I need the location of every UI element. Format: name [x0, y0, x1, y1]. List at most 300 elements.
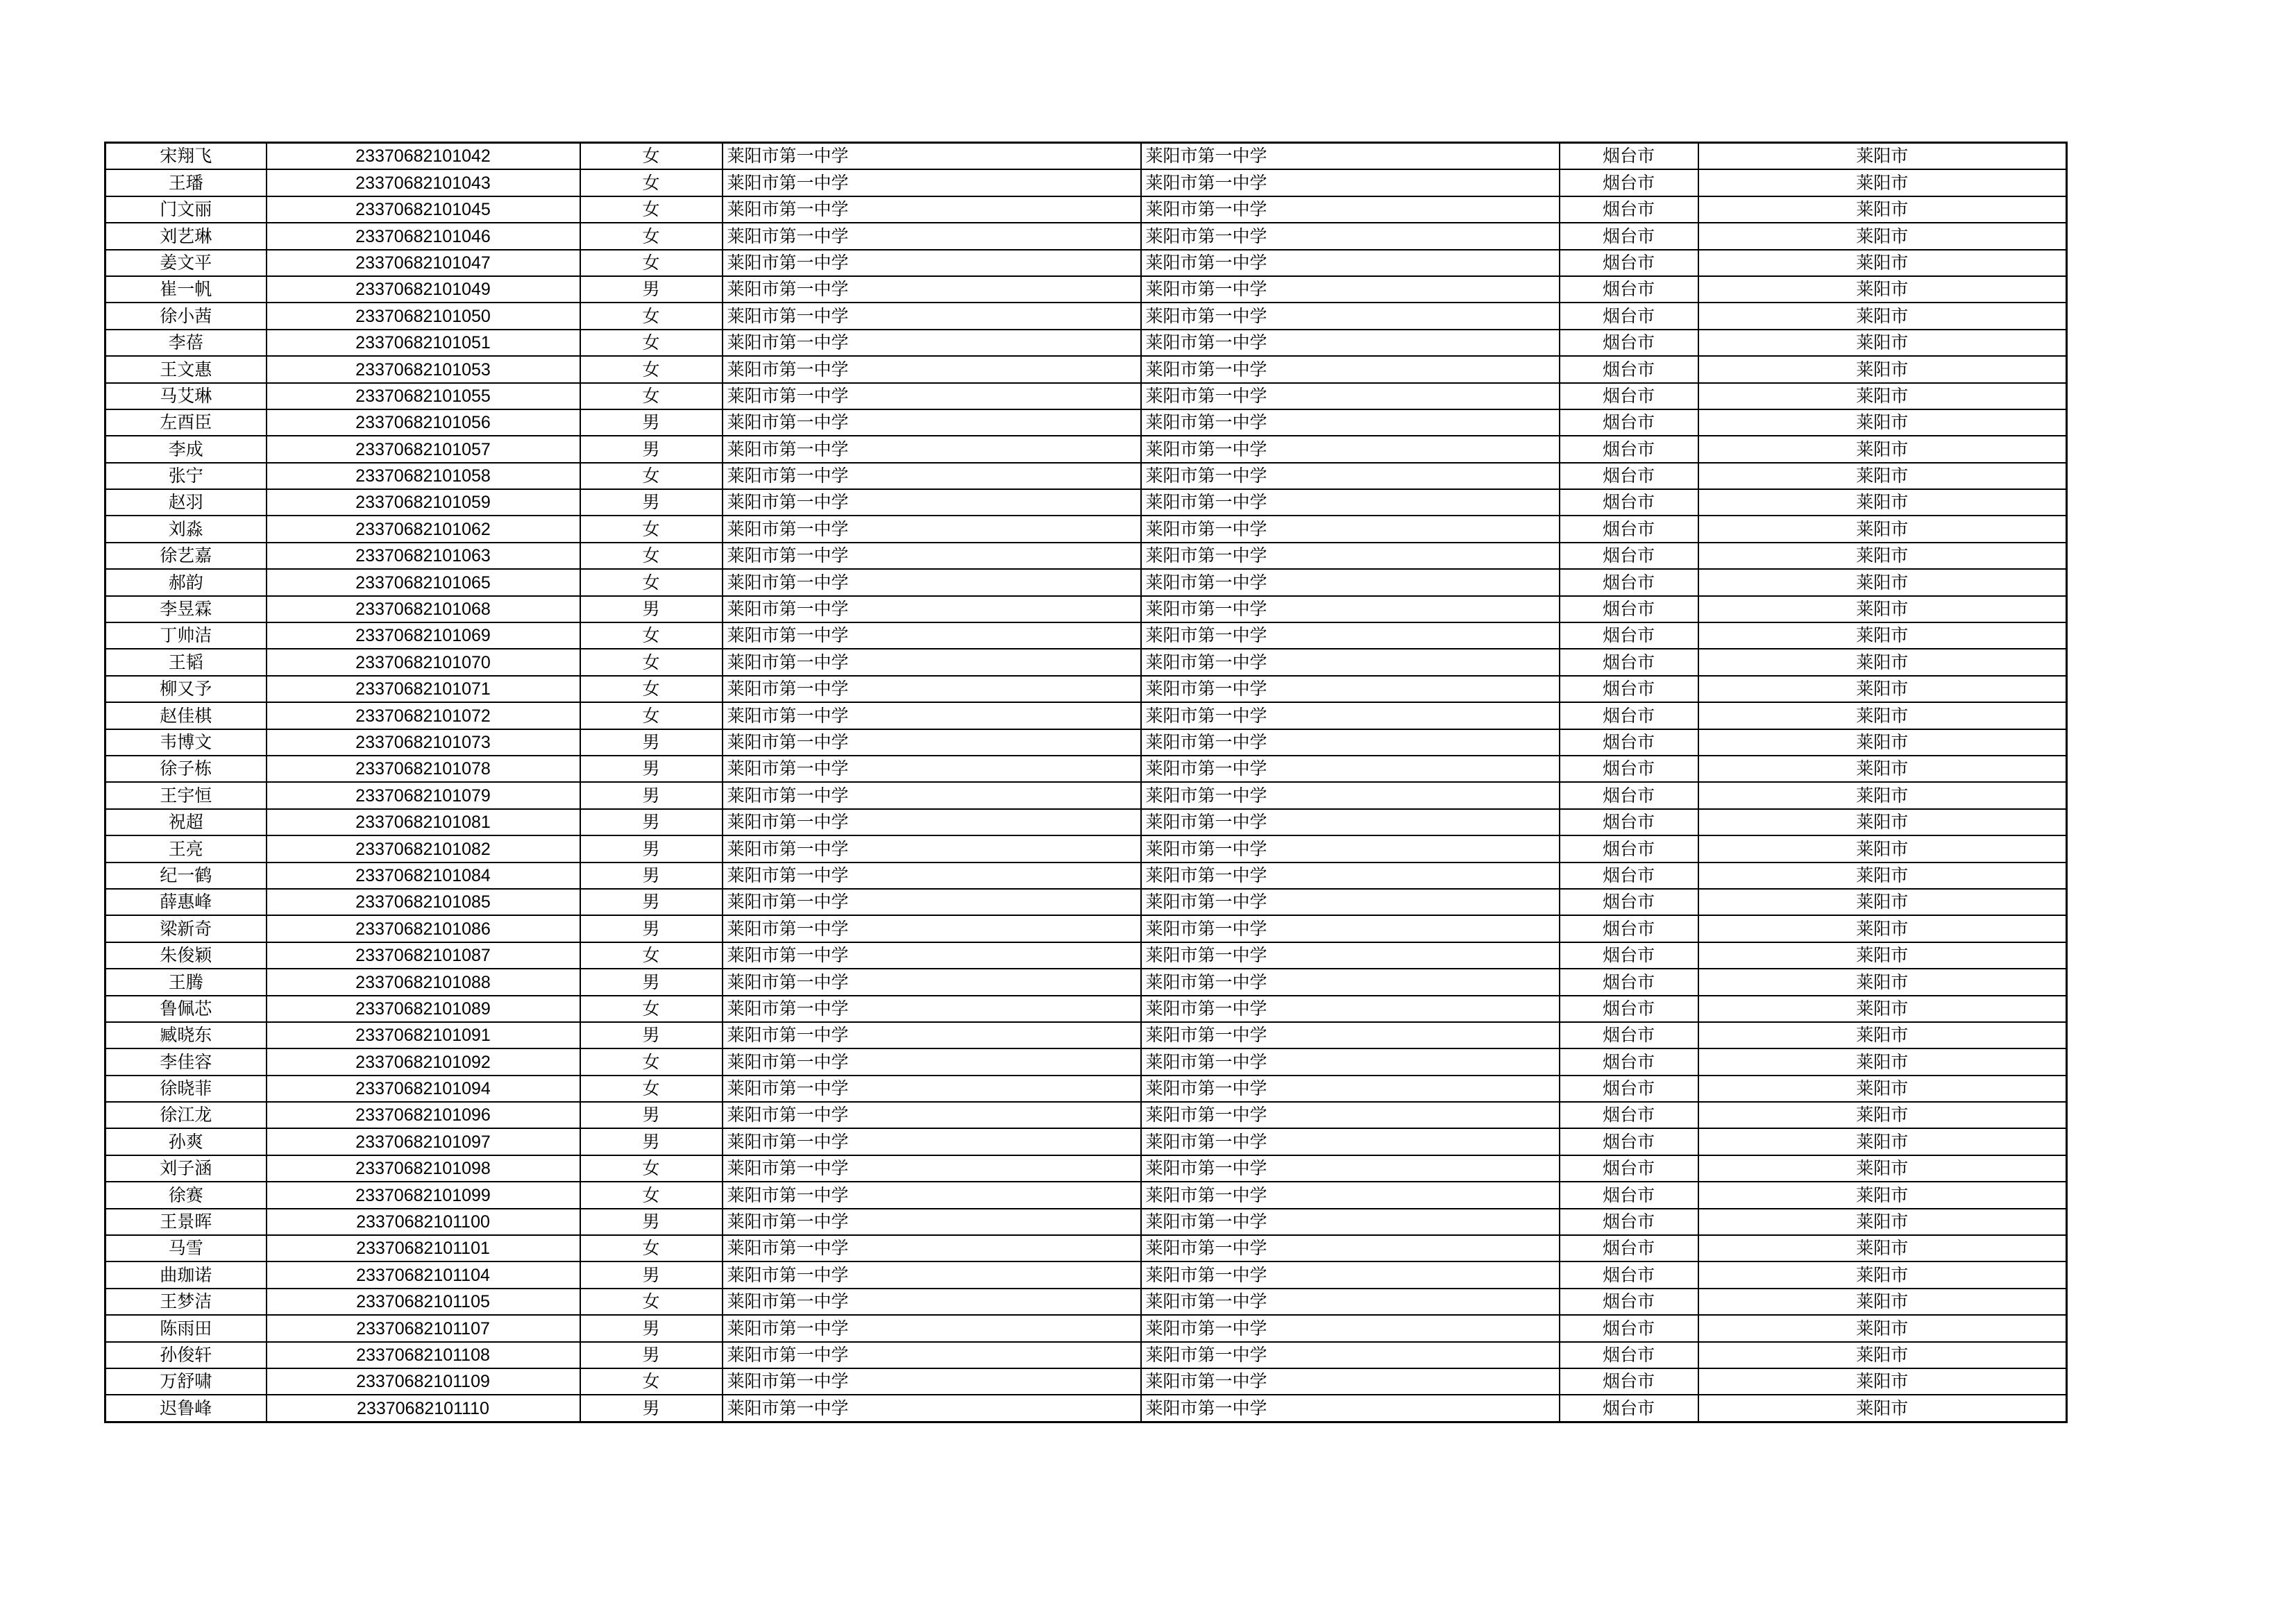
exam-id-cell: 23370682101072 — [267, 702, 580, 729]
gender-cell: 女 — [580, 196, 723, 223]
registration-school-cell: 莱阳市第一中学 — [1141, 1102, 1560, 1128]
school-cell: 莱阳市第一中学 — [723, 516, 1141, 542]
table-row — [105, 223, 2067, 249]
gender-cell: 女 — [580, 1048, 723, 1075]
registration-school-cell: 莱阳市第一中学 — [1141, 809, 1560, 835]
gender-cell: 男 — [580, 489, 723, 516]
table-row — [105, 196, 2067, 223]
exam-id-cell: 23370682101053 — [267, 356, 580, 382]
name-cell: 梁新奇 — [105, 915, 267, 942]
name-cell: 鲁佩芯 — [105, 996, 267, 1022]
name-cell: 王梦洁 — [105, 1289, 267, 1315]
county-cell: 莱阳市 — [1698, 942, 2067, 969]
county-cell: 莱阳市 — [1698, 196, 2067, 223]
table-row — [105, 863, 2067, 889]
gender-cell: 女 — [580, 383, 723, 409]
exam-id-cell: 23370682101055 — [267, 383, 580, 409]
school-cell: 莱阳市第一中学 — [723, 196, 1141, 223]
exam-id-cell: 23370682101042 — [267, 143, 580, 170]
registration-school-cell: 莱阳市第一中学 — [1141, 1076, 1560, 1102]
table-row — [105, 516, 2067, 542]
exam-id-cell: 23370682101069 — [267, 622, 580, 649]
city-cell: 烟台市 — [1560, 702, 1698, 729]
registration-school-cell: 莱阳市第一中学 — [1141, 1368, 1560, 1395]
name-cell: 王亮 — [105, 835, 267, 862]
gender-cell: 女 — [580, 1289, 723, 1315]
gender-cell: 男 — [580, 756, 723, 782]
school-cell: 莱阳市第一中学 — [723, 1102, 1141, 1128]
gender-cell: 女 — [580, 676, 723, 702]
exam-id-cell: 23370682101062 — [267, 516, 580, 542]
gender-cell: 女 — [580, 463, 723, 489]
school-cell: 莱阳市第一中学 — [723, 436, 1141, 462]
school-cell: 莱阳市第一中学 — [723, 1289, 1141, 1315]
city-cell: 烟台市 — [1560, 543, 1698, 569]
table-row — [105, 303, 2067, 329]
school-cell: 莱阳市第一中学 — [723, 1076, 1141, 1102]
city-cell: 烟台市 — [1560, 169, 1698, 196]
gender-cell: 女 — [580, 942, 723, 969]
exam-id-cell: 23370682101107 — [267, 1315, 580, 1341]
table-row — [105, 543, 2067, 569]
exam-id-cell: 23370682101105 — [267, 1289, 580, 1315]
school-cell: 莱阳市第一中学 — [723, 596, 1141, 622]
city-cell: 烟台市 — [1560, 996, 1698, 1022]
table-row — [105, 676, 2067, 702]
name-cell: 徐晓菲 — [105, 1076, 267, 1102]
city-cell: 烟台市 — [1560, 1261, 1698, 1288]
county-cell: 莱阳市 — [1698, 1235, 2067, 1261]
county-cell: 莱阳市 — [1698, 702, 2067, 729]
gender-cell: 男 — [580, 1261, 723, 1288]
name-cell: 王璠 — [105, 169, 267, 196]
gender-cell: 男 — [580, 835, 723, 862]
exam-id-cell: 23370682101065 — [267, 569, 580, 595]
table-row — [105, 1022, 2067, 1048]
registration-school-cell: 莱阳市第一中学 — [1141, 1048, 1560, 1075]
city-cell: 烟台市 — [1560, 1048, 1698, 1075]
table-row — [105, 782, 2067, 808]
school-cell: 莱阳市第一中学 — [723, 463, 1141, 489]
county-cell: 莱阳市 — [1698, 1315, 2067, 1341]
county-cell: 莱阳市 — [1698, 543, 2067, 569]
school-cell: 莱阳市第一中学 — [723, 356, 1141, 382]
registration-school-cell: 莱阳市第一中学 — [1141, 223, 1560, 249]
table-row — [105, 489, 2067, 516]
table-row — [105, 1209, 2067, 1235]
county-cell: 莱阳市 — [1698, 889, 2067, 915]
name-cell: 纪一鹤 — [105, 863, 267, 889]
gender-cell: 女 — [580, 622, 723, 649]
exam-id-cell: 23370682101051 — [267, 330, 580, 356]
exam-id-cell: 23370682101089 — [267, 996, 580, 1022]
name-cell: 李昱霖 — [105, 596, 267, 622]
exam-id-cell: 23370682101070 — [267, 649, 580, 675]
city-cell: 烟台市 — [1560, 196, 1698, 223]
table-row — [105, 250, 2067, 276]
table-row — [105, 1289, 2067, 1315]
gender-cell: 男 — [580, 809, 723, 835]
city-cell: 烟台市 — [1560, 356, 1698, 382]
city-cell: 烟台市 — [1560, 756, 1698, 782]
county-cell: 莱阳市 — [1698, 330, 2067, 356]
school-cell: 莱阳市第一中学 — [723, 969, 1141, 995]
city-cell: 烟台市 — [1560, 516, 1698, 542]
county-cell: 莱阳市 — [1698, 969, 2067, 995]
county-cell: 莱阳市 — [1698, 569, 2067, 595]
gender-cell: 男 — [580, 276, 723, 303]
school-cell: 莱阳市第一中学 — [723, 250, 1141, 276]
name-cell: 孙爽 — [105, 1128, 267, 1155]
city-cell: 烟台市 — [1560, 276, 1698, 303]
registration-school-cell: 莱阳市第一中学 — [1141, 516, 1560, 542]
city-cell: 烟台市 — [1560, 1155, 1698, 1182]
registration-school-cell: 莱阳市第一中学 — [1141, 489, 1560, 516]
gender-cell: 女 — [580, 702, 723, 729]
name-cell: 臧晓东 — [105, 1022, 267, 1048]
gender-cell: 男 — [580, 1395, 723, 1422]
name-cell: 刘子涵 — [105, 1155, 267, 1182]
gender-cell: 女 — [580, 143, 723, 170]
name-cell: 丁帅洁 — [105, 622, 267, 649]
school-cell: 莱阳市第一中学 — [723, 809, 1141, 835]
registration-school-cell: 莱阳市第一中学 — [1141, 996, 1560, 1022]
county-cell: 莱阳市 — [1698, 303, 2067, 329]
table-row — [105, 1261, 2067, 1288]
county-cell: 莱阳市 — [1698, 436, 2067, 462]
exam-id-cell: 23370682101050 — [267, 303, 580, 329]
exam-id-cell: 23370682101045 — [267, 196, 580, 223]
school-cell: 莱阳市第一中学 — [723, 1155, 1141, 1182]
county-cell: 莱阳市 — [1698, 649, 2067, 675]
exam-id-cell: 23370682101088 — [267, 969, 580, 995]
gender-cell: 男 — [580, 782, 723, 808]
county-cell: 莱阳市 — [1698, 676, 2067, 702]
school-cell: 莱阳市第一中学 — [723, 1022, 1141, 1048]
gender-cell: 男 — [580, 729, 723, 756]
city-cell: 烟台市 — [1560, 1395, 1698, 1422]
county-cell: 莱阳市 — [1698, 1395, 2067, 1422]
gender-cell: 女 — [580, 356, 723, 382]
name-cell: 李佳容 — [105, 1048, 267, 1075]
city-cell: 烟台市 — [1560, 1102, 1698, 1128]
school-cell: 莱阳市第一中学 — [723, 276, 1141, 303]
table-row — [105, 889, 2067, 915]
name-cell: 朱俊颖 — [105, 942, 267, 969]
city-cell: 烟台市 — [1560, 489, 1698, 516]
school-cell: 莱阳市第一中学 — [723, 782, 1141, 808]
city-cell: 烟台市 — [1560, 942, 1698, 969]
county-cell: 莱阳市 — [1698, 1261, 2067, 1288]
name-cell: 徐艺嘉 — [105, 543, 267, 569]
table-row — [105, 835, 2067, 862]
table-row — [105, 996, 2067, 1022]
city-cell: 烟台市 — [1560, 1182, 1698, 1208]
city-cell: 烟台市 — [1560, 782, 1698, 808]
table-row — [105, 649, 2067, 675]
registration-school-cell: 莱阳市第一中学 — [1141, 543, 1560, 569]
city-cell: 烟台市 — [1560, 569, 1698, 595]
exam-id-cell: 23370682101096 — [267, 1102, 580, 1128]
table-row — [105, 330, 2067, 356]
county-cell: 莱阳市 — [1698, 1342, 2067, 1368]
gender-cell: 男 — [580, 436, 723, 462]
exam-id-cell: 23370682101082 — [267, 835, 580, 862]
county-cell: 莱阳市 — [1698, 463, 2067, 489]
registration-school-cell: 莱阳市第一中学 — [1141, 409, 1560, 436]
school-cell: 莱阳市第一中学 — [723, 1315, 1141, 1341]
student-roster-table — [104, 142, 2068, 1423]
gender-cell: 男 — [580, 1128, 723, 1155]
exam-id-cell: 23370682101046 — [267, 223, 580, 249]
table-row — [105, 1342, 2067, 1368]
school-cell: 莱阳市第一中学 — [723, 915, 1141, 942]
school-cell: 莱阳市第一中学 — [723, 1048, 1141, 1075]
name-cell: 赵佳棋 — [105, 702, 267, 729]
exam-id-cell: 23370682101091 — [267, 1022, 580, 1048]
city-cell: 烟台市 — [1560, 863, 1698, 889]
registration-school-cell: 莱阳市第一中学 — [1141, 196, 1560, 223]
registration-school-cell: 莱阳市第一中学 — [1141, 569, 1560, 595]
exam-id-cell: 23370682101087 — [267, 942, 580, 969]
gender-cell: 女 — [580, 1182, 723, 1208]
registration-school-cell: 莱阳市第一中学 — [1141, 1235, 1560, 1261]
gender-cell: 女 — [580, 516, 723, 542]
city-cell: 烟台市 — [1560, 1209, 1698, 1235]
table-row — [105, 1235, 2067, 1261]
exam-id-cell: 23370682101049 — [267, 276, 580, 303]
name-cell: 门文丽 — [105, 196, 267, 223]
gender-cell: 男 — [580, 1342, 723, 1368]
table-row — [105, 409, 2067, 436]
registration-school-cell: 莱阳市第一中学 — [1141, 276, 1560, 303]
school-cell: 莱阳市第一中学 — [723, 1128, 1141, 1155]
registration-school-cell: 莱阳市第一中学 — [1141, 889, 1560, 915]
registration-school-cell: 莱阳市第一中学 — [1141, 622, 1560, 649]
school-cell: 莱阳市第一中学 — [723, 622, 1141, 649]
city-cell: 烟台市 — [1560, 303, 1698, 329]
city-cell: 烟台市 — [1560, 1289, 1698, 1315]
table-row — [105, 702, 2067, 729]
table-row — [105, 1182, 2067, 1208]
registration-school-cell: 莱阳市第一中学 — [1141, 303, 1560, 329]
table-row — [105, 463, 2067, 489]
name-cell: 李成 — [105, 436, 267, 462]
exam-id-cell: 23370682101081 — [267, 809, 580, 835]
county-cell: 莱阳市 — [1698, 409, 2067, 436]
exam-id-cell: 23370682101047 — [267, 250, 580, 276]
registration-school-cell: 莱阳市第一中学 — [1141, 1209, 1560, 1235]
county-cell: 莱阳市 — [1698, 169, 2067, 196]
county-cell: 莱阳市 — [1698, 729, 2067, 756]
name-cell: 曲珈诺 — [105, 1261, 267, 1288]
name-cell: 王景晖 — [105, 1209, 267, 1235]
county-cell: 莱阳市 — [1698, 996, 2067, 1022]
city-cell: 烟台市 — [1560, 889, 1698, 915]
exam-id-cell: 23370682101110 — [267, 1395, 580, 1422]
county-cell: 莱阳市 — [1698, 863, 2067, 889]
name-cell: 刘淼 — [105, 516, 267, 542]
name-cell: 徐赛 — [105, 1182, 267, 1208]
school-cell: 莱阳市第一中学 — [723, 729, 1141, 756]
registration-school-cell: 莱阳市第一中学 — [1141, 596, 1560, 622]
gender-cell: 男 — [580, 596, 723, 622]
gender-cell: 女 — [580, 1368, 723, 1395]
school-cell: 莱阳市第一中学 — [723, 330, 1141, 356]
gender-cell: 男 — [580, 969, 723, 995]
gender-cell: 女 — [580, 1076, 723, 1102]
name-cell: 祝超 — [105, 809, 267, 835]
gender-cell: 女 — [580, 543, 723, 569]
table-row — [105, 1102, 2067, 1128]
county-cell: 莱阳市 — [1698, 1022, 2067, 1048]
table-row — [105, 756, 2067, 782]
registration-school-cell: 莱阳市第一中学 — [1141, 1155, 1560, 1182]
name-cell: 赵羽 — [105, 489, 267, 516]
registration-school-cell: 莱阳市第一中学 — [1141, 969, 1560, 995]
registration-school-cell: 莱阳市第一中学 — [1141, 169, 1560, 196]
name-cell: 王韬 — [105, 649, 267, 675]
registration-school-cell: 莱阳市第一中学 — [1141, 1342, 1560, 1368]
name-cell: 左酉臣 — [105, 409, 267, 436]
city-cell: 烟台市 — [1560, 436, 1698, 462]
name-cell: 徐小茜 — [105, 303, 267, 329]
county-cell: 莱阳市 — [1698, 1182, 2067, 1208]
school-cell: 莱阳市第一中学 — [723, 143, 1141, 170]
county-cell: 莱阳市 — [1698, 223, 2067, 249]
exam-id-cell: 23370682101097 — [267, 1128, 580, 1155]
gender-cell: 男 — [580, 1102, 723, 1128]
name-cell: 马雪 — [105, 1235, 267, 1261]
county-cell: 莱阳市 — [1698, 1209, 2067, 1235]
school-cell: 莱阳市第一中学 — [723, 169, 1141, 196]
registration-school-cell: 莱阳市第一中学 — [1141, 250, 1560, 276]
registration-school-cell: 莱阳市第一中学 — [1141, 942, 1560, 969]
exam-id-cell: 23370682101109 — [267, 1368, 580, 1395]
gender-cell: 女 — [580, 330, 723, 356]
registration-school-cell: 莱阳市第一中学 — [1141, 383, 1560, 409]
county-cell: 莱阳市 — [1698, 1368, 2067, 1395]
registration-school-cell: 莱阳市第一中学 — [1141, 863, 1560, 889]
county-cell: 莱阳市 — [1698, 622, 2067, 649]
registration-school-cell: 莱阳市第一中学 — [1141, 1022, 1560, 1048]
city-cell: 烟台市 — [1560, 1315, 1698, 1341]
city-cell: 烟台市 — [1560, 809, 1698, 835]
school-cell: 莱阳市第一中学 — [723, 942, 1141, 969]
name-cell: 柳又予 — [105, 676, 267, 702]
city-cell: 烟台市 — [1560, 1076, 1698, 1102]
exam-id-cell: 23370682101100 — [267, 1209, 580, 1235]
county-cell: 莱阳市 — [1698, 516, 2067, 542]
registration-school-cell: 莱阳市第一中学 — [1141, 782, 1560, 808]
gender-cell: 男 — [580, 1209, 723, 1235]
registration-school-cell: 莱阳市第一中学 — [1141, 1395, 1560, 1422]
table-row — [105, 942, 2067, 969]
county-cell: 莱阳市 — [1698, 835, 2067, 862]
name-cell: 王文惠 — [105, 356, 267, 382]
gender-cell: 女 — [580, 303, 723, 329]
school-cell: 莱阳市第一中学 — [723, 1261, 1141, 1288]
table-row — [105, 356, 2067, 382]
exam-id-cell: 23370682101099 — [267, 1182, 580, 1208]
exam-id-cell: 23370682101094 — [267, 1076, 580, 1102]
school-cell: 莱阳市第一中学 — [723, 1209, 1141, 1235]
registration-school-cell: 莱阳市第一中学 — [1141, 729, 1560, 756]
school-cell: 莱阳市第一中学 — [723, 996, 1141, 1022]
table-row — [105, 729, 2067, 756]
table-row — [105, 569, 2067, 595]
gender-cell: 男 — [580, 889, 723, 915]
registration-school-cell: 莱阳市第一中学 — [1141, 436, 1560, 462]
name-cell: 宋翔飞 — [105, 143, 267, 170]
city-cell: 烟台市 — [1560, 223, 1698, 249]
county-cell: 莱阳市 — [1698, 489, 2067, 516]
table-row — [105, 1368, 2067, 1395]
city-cell: 烟台市 — [1560, 1368, 1698, 1395]
county-cell: 莱阳市 — [1698, 782, 2067, 808]
exam-id-cell: 23370682101078 — [267, 756, 580, 782]
gender-cell: 男 — [580, 1022, 723, 1048]
school-cell: 莱阳市第一中学 — [723, 756, 1141, 782]
name-cell: 刘艺琳 — [105, 223, 267, 249]
name-cell: 薛惠峰 — [105, 889, 267, 915]
table-body — [105, 143, 2067, 1422]
name-cell: 万舒啸 — [105, 1368, 267, 1395]
city-cell: 烟台市 — [1560, 676, 1698, 702]
table-row — [105, 1155, 2067, 1182]
county-cell: 莱阳市 — [1698, 250, 2067, 276]
name-cell: 王宇恒 — [105, 782, 267, 808]
exam-id-cell: 23370682101086 — [267, 915, 580, 942]
name-cell: 韦博文 — [105, 729, 267, 756]
school-cell: 莱阳市第一中学 — [723, 1235, 1141, 1261]
gender-cell: 男 — [580, 915, 723, 942]
registration-school-cell: 莱阳市第一中学 — [1141, 1128, 1560, 1155]
registration-school-cell: 莱阳市第一中学 — [1141, 330, 1560, 356]
name-cell: 迟鲁峰 — [105, 1395, 267, 1422]
name-cell: 张宁 — [105, 463, 267, 489]
registration-school-cell: 莱阳市第一中学 — [1141, 702, 1560, 729]
name-cell: 孙俊轩 — [105, 1342, 267, 1368]
name-cell: 陈雨田 — [105, 1315, 267, 1341]
registration-school-cell: 莱阳市第一中学 — [1141, 676, 1560, 702]
county-cell: 莱阳市 — [1698, 1289, 2067, 1315]
city-cell: 烟台市 — [1560, 915, 1698, 942]
registration-school-cell: 莱阳市第一中学 — [1141, 835, 1560, 862]
city-cell: 烟台市 — [1560, 1128, 1698, 1155]
school-cell: 莱阳市第一中学 — [723, 409, 1141, 436]
registration-school-cell: 莱阳市第一中学 — [1141, 1315, 1560, 1341]
exam-id-cell: 23370682101059 — [267, 489, 580, 516]
registration-school-cell: 莱阳市第一中学 — [1141, 915, 1560, 942]
exam-id-cell: 23370682101092 — [267, 1048, 580, 1075]
school-cell: 莱阳市第一中学 — [723, 676, 1141, 702]
gender-cell: 男 — [580, 863, 723, 889]
exam-id-cell: 23370682101101 — [267, 1235, 580, 1261]
table-row — [105, 169, 2067, 196]
name-cell: 郝韵 — [105, 569, 267, 595]
school-cell: 莱阳市第一中学 — [723, 835, 1141, 862]
exam-id-cell: 23370682101058 — [267, 463, 580, 489]
county-cell: 莱阳市 — [1698, 596, 2067, 622]
county-cell: 莱阳市 — [1698, 356, 2067, 382]
gender-cell: 女 — [580, 223, 723, 249]
gender-cell: 女 — [580, 649, 723, 675]
gender-cell: 女 — [580, 569, 723, 595]
exam-id-cell: 23370682101084 — [267, 863, 580, 889]
city-cell: 烟台市 — [1560, 596, 1698, 622]
exam-id-cell: 23370682101063 — [267, 543, 580, 569]
